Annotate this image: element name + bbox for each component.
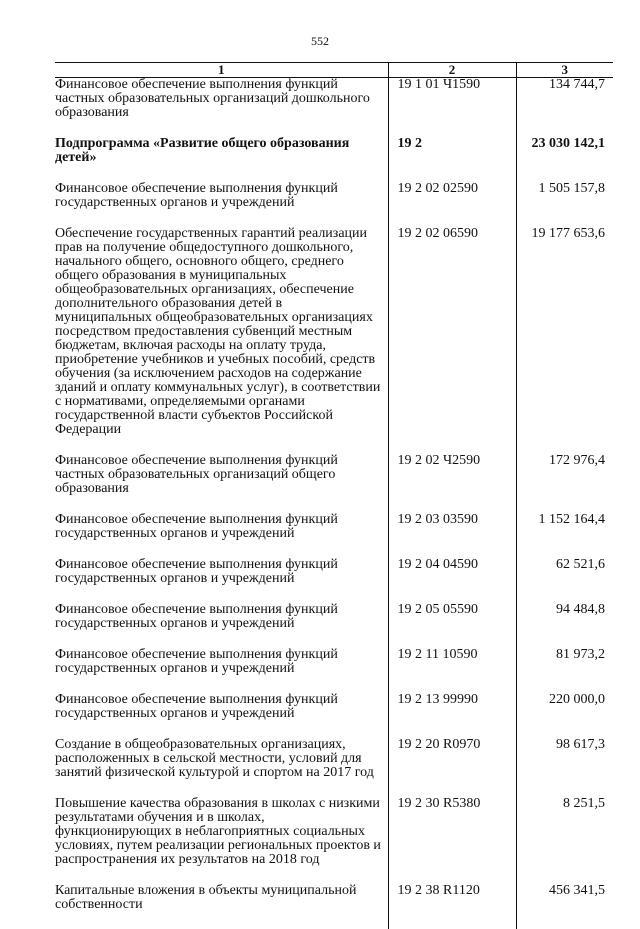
table-row	[55, 78, 613, 138]
row-amount: 19 177 653,6	[516, 227, 613, 454]
column-header-2: 2	[388, 63, 516, 78]
table-row	[55, 603, 613, 648]
row-amount: 98 617,3	[516, 738, 613, 797]
table-row	[55, 454, 613, 513]
row-amount: 81 973,2	[516, 648, 613, 693]
row-code: 19 2 20 R0970	[388, 738, 516, 797]
row-code: 19 2	[388, 137, 516, 182]
row-name: Финансовое обеспечение выполнения функций государственных органов и учреждений	[55, 602, 338, 631]
table-row	[55, 648, 613, 693]
table-row	[55, 182, 613, 227]
row-name: Финансовое обеспечение выполнения функций государственных органов и учреждений	[55, 557, 338, 586]
row-code: 19 2 03 03590	[388, 513, 516, 558]
row-amount: 172 976,4	[516, 454, 613, 513]
row-name: Финансовое обеспечение выполнения функций частных образовательных организаций дошкольного образования	[55, 77, 370, 120]
table-row	[55, 884, 613, 929]
budget-table	[55, 62, 613, 929]
row-code: 19 1 01 Ч1590	[388, 78, 516, 138]
table-row	[55, 693, 613, 738]
column-header-3: 3	[516, 63, 613, 78]
row-name: Обеспечение государственных гарантий реализации прав на получение общедоступного дошкольного, начального общего, основного общего, среднего общего образования в муниципальных общеобразовательных организациях, обеспечение дополнительного образования детей в муниципальных общеобразовательных организациях посредством предоставления субвенций местным бюджетам, включая расходы на оплату труда, приобретение учебников и учебных пособий, средств обучения (за исключением расходов на содержание зданий и оплату коммунальных услуг), в соответствии с нормативами, определяемыми органами государственной власти субъектов Российской Федерации	[55, 226, 381, 437]
row-amount: 220 000,0	[516, 693, 613, 738]
row-name: Финансовое обеспечение выполнения функций государственных органов и учреждений	[55, 647, 338, 676]
table-row	[55, 738, 613, 797]
row-code: 19 2 02 Ч2590	[388, 454, 516, 513]
row-name: Подпрограмма «Развитие общего образования детей»	[55, 136, 350, 165]
subprogram-row	[55, 137, 613, 182]
row-name: Создание в общеобразовательных организациях, расположенных в сельской местности, условий для занятий физической культурой и спортом на 2017 год	[55, 737, 374, 780]
column-header-1: 1	[55, 63, 388, 78]
row-code: 19 2 02 02590	[388, 182, 516, 227]
row-amount: 456 341,5	[516, 884, 613, 929]
row-code: 19 2 11 10590	[388, 648, 516, 693]
row-amount: 1 505 157,8	[516, 182, 613, 227]
row-code: 19 2 02 06590	[388, 227, 516, 454]
row-code: 19 2 04 04590	[388, 558, 516, 603]
row-code: 19 2 05 05590	[388, 603, 516, 648]
row-code: 19 2 38 R1120	[388, 884, 516, 929]
row-name: Капитальные вложения в объекты муниципальной собственности	[55, 883, 357, 912]
row-amount: 1 152 164,4	[516, 513, 613, 558]
row-amount: 23 030 142,1	[516, 137, 613, 182]
row-code: 19 2 13 99990	[388, 693, 516, 738]
table-row	[55, 513, 613, 558]
row-amount: 94 484,8	[516, 603, 613, 648]
table-row	[55, 227, 613, 454]
row-name: Финансовое обеспечение выполнения функций частных образовательных организаций общего образования	[55, 453, 338, 496]
row-amount: 8 251,5	[516, 797, 613, 884]
row-name: Финансовое обеспечение выполнения функций государственных органов и учреждений	[55, 512, 338, 541]
table-header-row	[55, 63, 613, 78]
row-amount: 62 521,6	[516, 558, 613, 603]
row-code: 19 2 30 R5380	[388, 797, 516, 884]
row-name: Финансовое обеспечение выполнения функций государственных органов и учреждений	[55, 181, 338, 210]
page-number: 552	[311, 34, 329, 48]
row-amount: 134 744,7	[516, 78, 613, 138]
row-name: Повышение качества образования в школах с низкими результатами обучения и в школах, функционирующих в неблагоприятных социальных условиях, путем реализации региональных проектов и распространения их результатов на 2018 год	[55, 796, 381, 867]
table-row	[55, 797, 613, 884]
row-name: Финансовое обеспечение выполнения функций государственных органов и учреждений	[55, 692, 338, 721]
table-row	[55, 558, 613, 603]
